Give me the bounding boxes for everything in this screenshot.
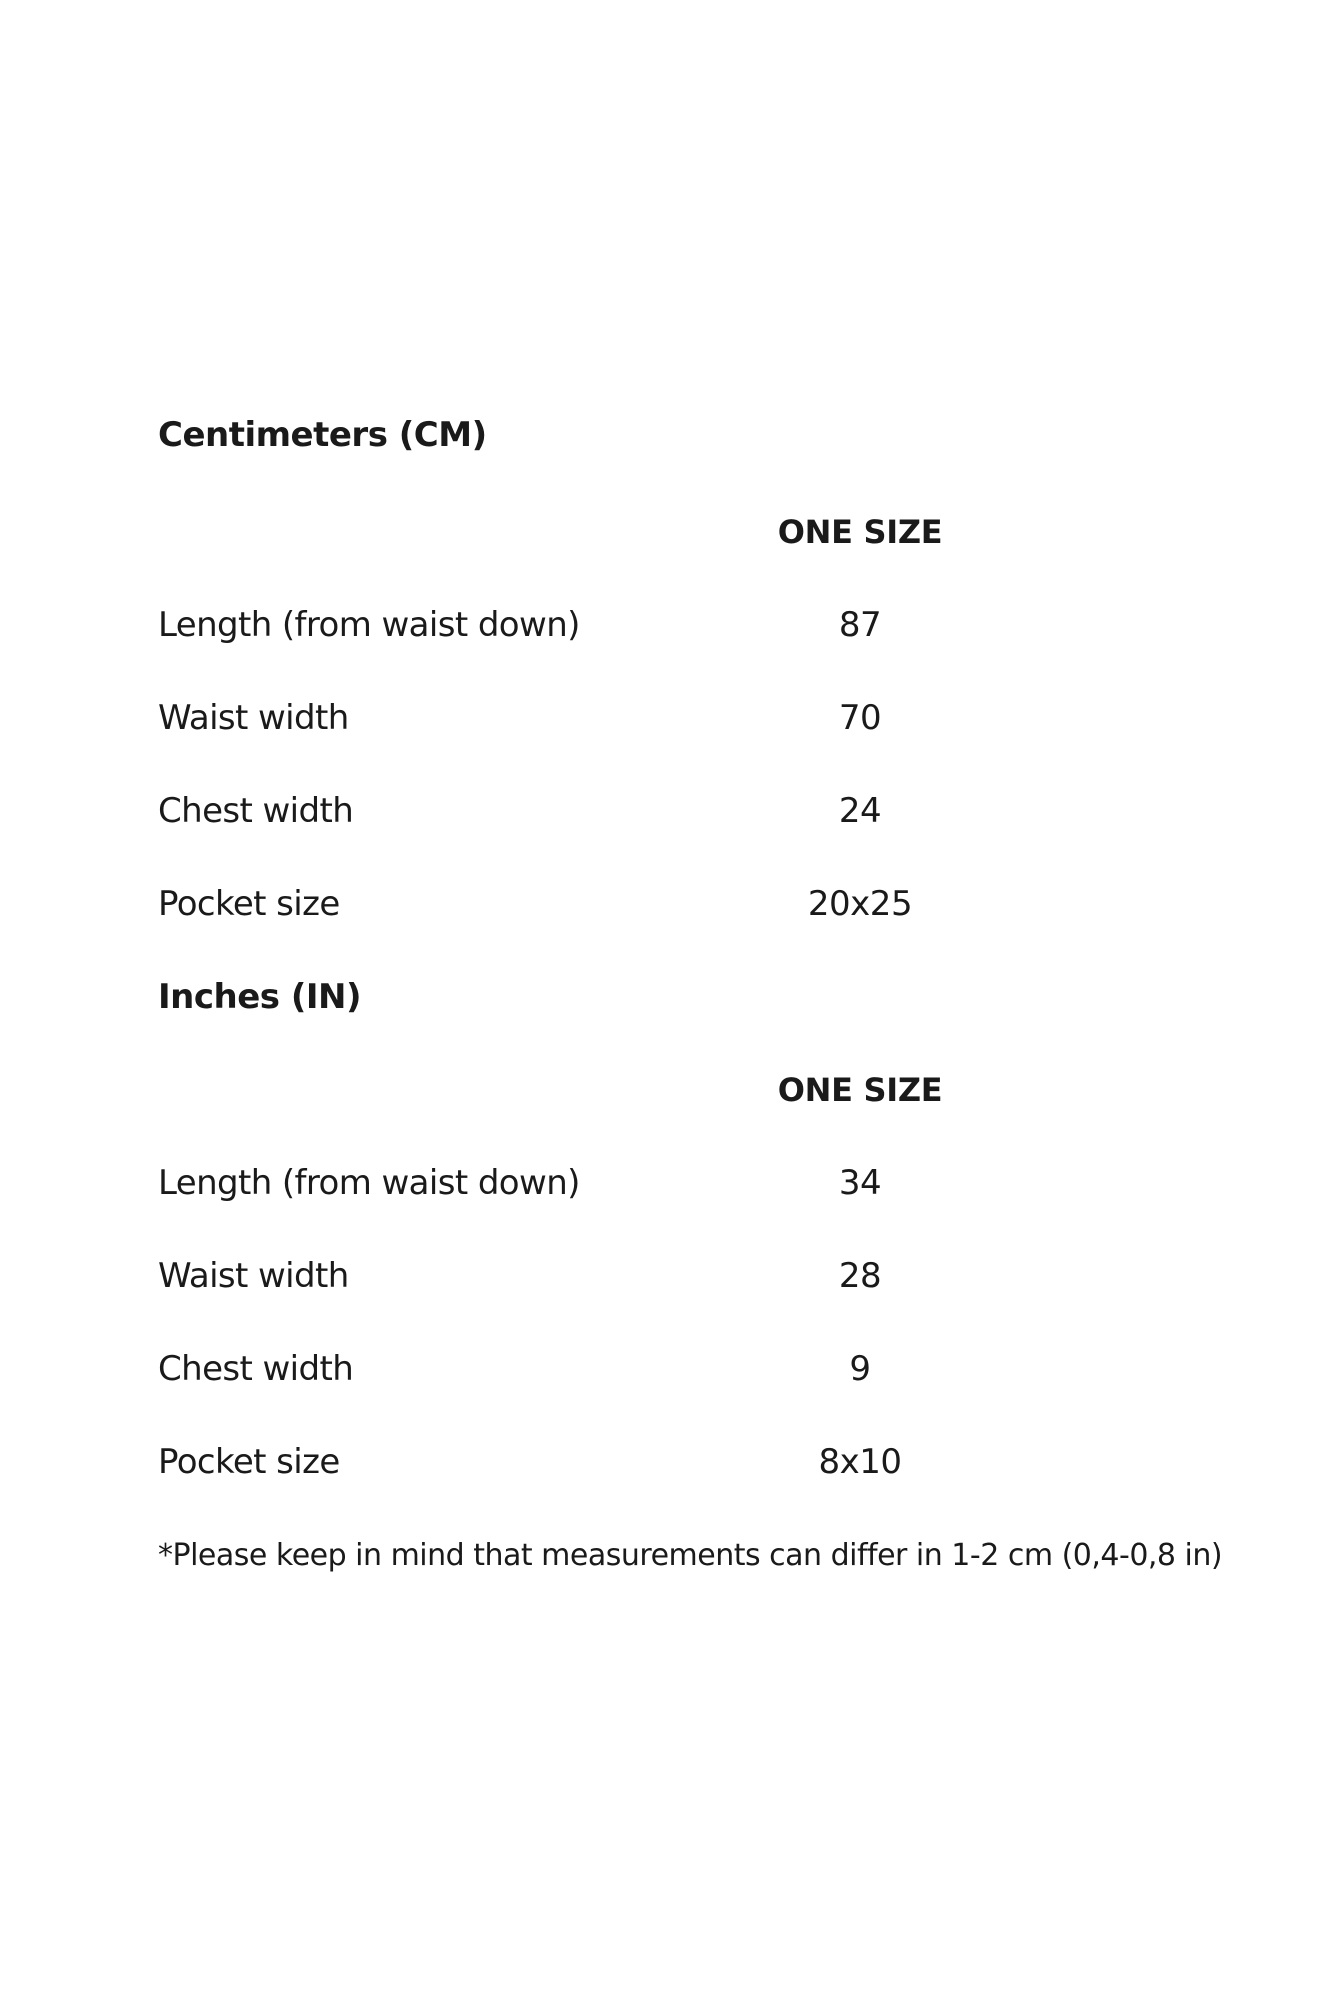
cm-row-value: 70 (838, 698, 882, 738)
in-row-value: 9 (849, 1349, 871, 1389)
cm-row-label: Length (from waist down) (158, 605, 580, 645)
cm-section-heading: Centimeters (CM) (158, 415, 487, 455)
in-size-column-header: ONE SIZE (777, 1071, 943, 1109)
cm-row-value: 87 (838, 605, 882, 645)
in-row-value: 8x10 (818, 1442, 902, 1482)
in-row-label: Chest width (158, 1349, 354, 1389)
cm-row-value: 20x25 (807, 884, 913, 924)
in-row-label: Pocket size (158, 1442, 340, 1482)
cm-row-label: Waist width (158, 698, 349, 738)
in-row-label: Length (from waist down) (158, 1163, 580, 1203)
in-section-heading: Inches (IN) (158, 977, 362, 1017)
measurement-note: *Please keep in mind that measurements can differ in 1-2 cm (0,4-0,8 in) (158, 1538, 1223, 1573)
cm-row-label: Pocket size (158, 884, 340, 924)
in-row-label: Waist width (158, 1256, 349, 1296)
in-row-value: 28 (838, 1256, 882, 1296)
cm-size-column-header: ONE SIZE (777, 513, 943, 551)
cm-row-value: 24 (838, 791, 882, 831)
in-row-value: 34 (838, 1163, 882, 1203)
cm-row-label: Chest width (158, 791, 354, 831)
